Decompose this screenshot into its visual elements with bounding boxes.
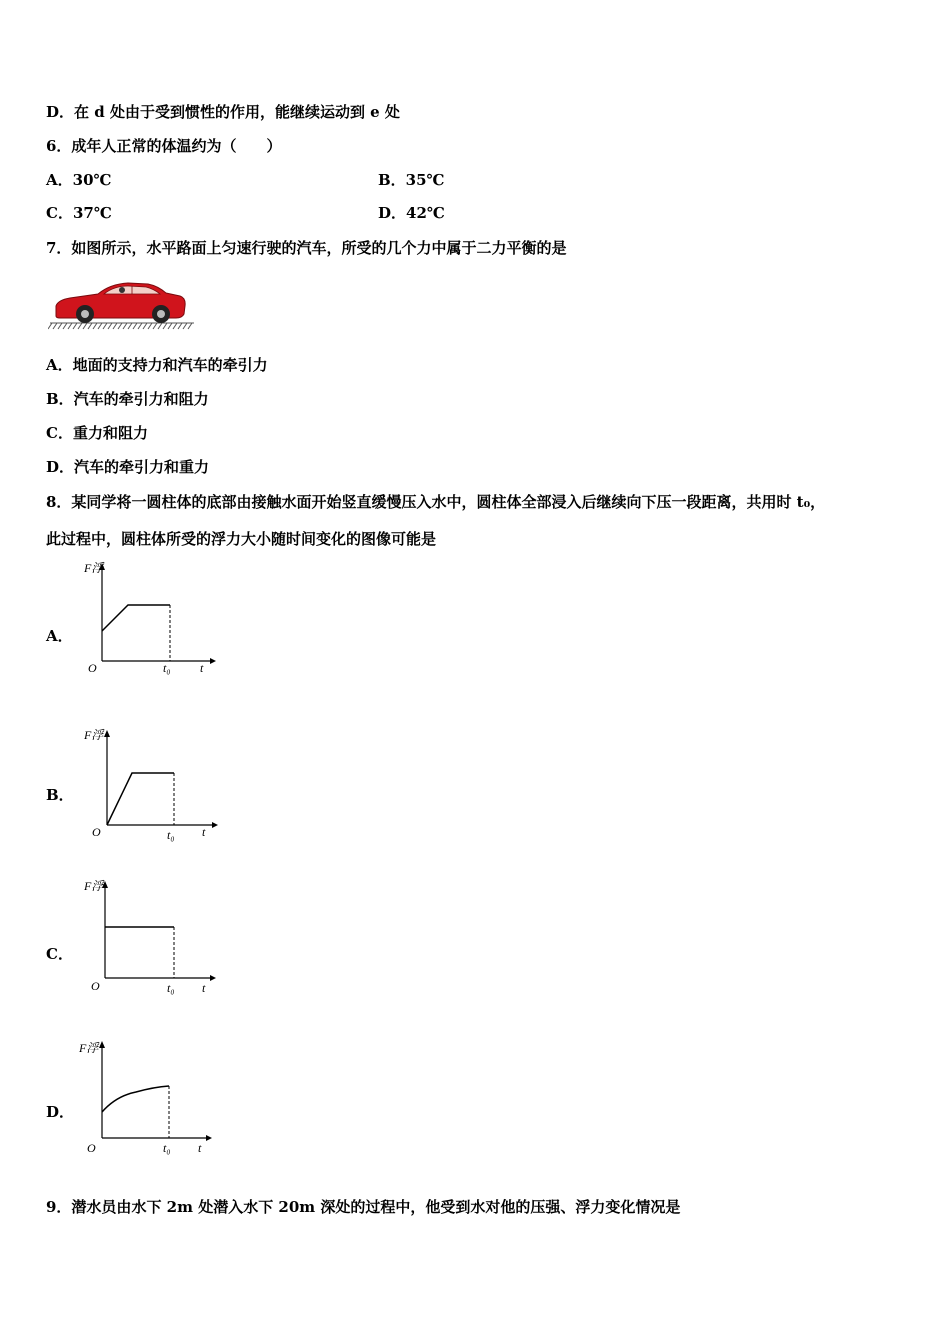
ground-hatch	[48, 323, 194, 329]
q7-option-b: B．汽车的牵引力和阻力	[46, 390, 209, 408]
graph-b-xlabel: t	[202, 825, 206, 839]
graph-a	[80, 558, 220, 683]
graph-a-origin: O	[88, 661, 97, 675]
graph-c-t0: t₀	[167, 981, 175, 995]
hatch-mark	[68, 323, 72, 329]
hatch-mark	[188, 323, 192, 329]
hatch-mark	[158, 323, 162, 329]
hatch-mark	[88, 323, 92, 329]
hatch-mark	[58, 323, 62, 329]
hatch-mark	[153, 323, 157, 329]
q8-label-a: A．	[46, 627, 73, 645]
car-wheel-rear	[76, 305, 94, 323]
graph-b	[82, 725, 222, 850]
q6-option-d: D．42℃	[378, 204, 445, 222]
graph-d-ylabel: F浮	[79, 1041, 99, 1055]
hatch-mark	[98, 323, 102, 329]
q7-option-a: A．地面的支持力和汽车的牵引力	[46, 356, 268, 374]
graph-a-t0: t₀	[163, 661, 171, 675]
q6-option-c: C．37℃	[46, 204, 112, 222]
graph-d-t0: t₀	[163, 1141, 171, 1155]
hatch-mark	[173, 323, 177, 329]
car-wheel-front	[152, 305, 170, 323]
graph-d-curve	[102, 1086, 169, 1112]
hatch-mark	[83, 323, 87, 329]
q6-option-b: B．35℃	[378, 171, 445, 189]
q7-option-c: C．重力和阻力	[46, 424, 148, 442]
hatch-mark	[53, 323, 57, 329]
q9-stem: 9．潜水员由水下 2m 处潜入水下 20m 深处的过程中，他受到水对他的压强、浮力变化情况是	[46, 1198, 681, 1216]
graph-a-ylabel: F浮	[84, 561, 104, 575]
graph-b-curve	[107, 773, 174, 825]
graph-b-origin: O	[92, 825, 101, 839]
q8-label-d: D．	[46, 1103, 75, 1121]
graph-b-t0: t₀	[167, 828, 175, 842]
hatch-mark	[113, 323, 117, 329]
graph-c-xlabel: t	[202, 981, 206, 995]
q8-stem-line1: 8．某同学将一圆柱体的底部由接触水面开始竖直缓慢压入水中，圆柱体全部浸入后继续向下压一段距离，共用时 t₀，	[46, 493, 826, 511]
q8-label-c: C．	[46, 945, 73, 963]
graph-b-ylabel: F浮	[84, 728, 104, 742]
car-illustration	[48, 276, 198, 336]
hatch-mark	[163, 323, 167, 329]
hatch-mark	[48, 323, 52, 329]
hatch-mark	[93, 323, 97, 329]
graph-c-ylabel: F浮	[84, 879, 104, 893]
hatch-mark	[103, 323, 107, 329]
graph-a-curve	[102, 605, 170, 631]
graph-c	[80, 876, 220, 1001]
hatch-mark	[123, 323, 127, 329]
hatch-mark	[78, 323, 82, 329]
hatch-mark	[183, 323, 187, 329]
q7-stem: 7．如图所示，水平路面上匀速行驶的汽车，所受的几个力中属于二力平衡的是	[46, 239, 567, 257]
q6-stem: 6．成年人正常的体温约为（ ）	[46, 137, 282, 155]
hatch-mark	[178, 323, 182, 329]
hatch-mark	[118, 323, 122, 329]
graph-d-xlabel: t	[198, 1141, 202, 1155]
hatch-mark	[143, 323, 147, 329]
graph-d-origin: O	[87, 1141, 96, 1155]
hatch-mark	[133, 323, 137, 329]
q5-option-d: D．在 d 处由于受到惯性的作用，能继续运动到 e 处	[46, 103, 400, 121]
hatch-mark	[73, 323, 77, 329]
q8-stem-line2: 此过程中，圆柱体所受的浮力大小随时间变化的图像可能是	[46, 530, 437, 548]
hatch-mark	[108, 323, 112, 329]
hatch-mark	[148, 323, 152, 329]
q8-label-b: B．	[46, 786, 74, 804]
hatch-mark	[138, 323, 142, 329]
graph-a-xlabel: t	[200, 661, 204, 675]
graph-d	[76, 1036, 216, 1161]
hatch-mark	[168, 323, 172, 329]
hatch-mark	[128, 323, 132, 329]
graph-c-origin: O	[91, 979, 100, 993]
q7-option-d: D．汽车的牵引力和重力	[46, 458, 210, 476]
q6-option-a: A．30℃	[46, 171, 112, 189]
hatch-mark	[63, 323, 67, 329]
